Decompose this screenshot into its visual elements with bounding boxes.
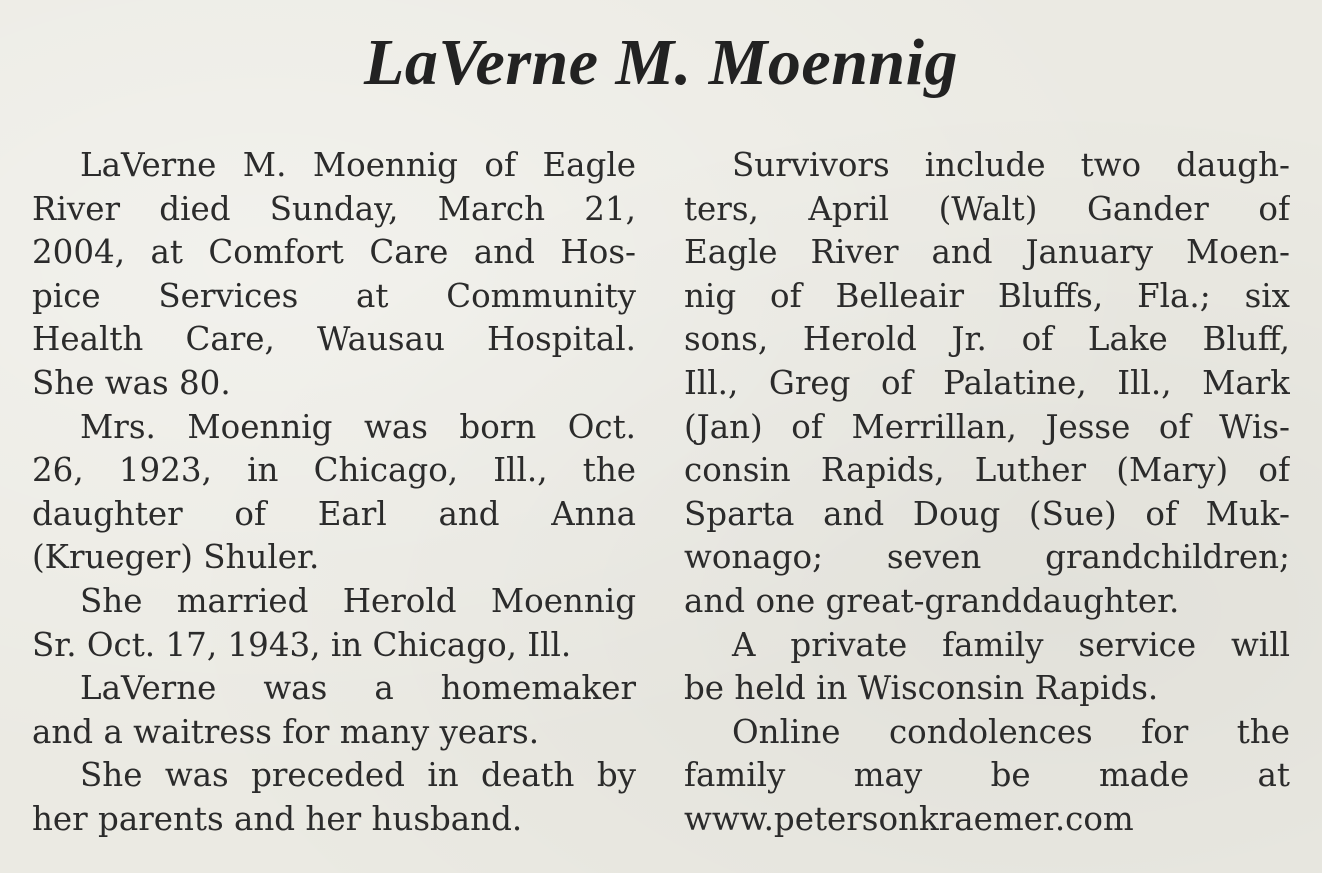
text-line: her parents and her husband. — [32, 799, 523, 838]
text-line: and one great-granddaughter. — [684, 581, 1180, 620]
text-line: ters, April (Walt) Gander of — [684, 189, 1290, 228]
text-line: Sparta and Doug (Sue) of Muk- — [684, 494, 1290, 533]
text-line: 26, 1923, in Chicago, Ill., the — [32, 451, 636, 490]
text-line: consin Rapids, Luther (Mary) of — [684, 451, 1290, 490]
text-line: A private family service will — [732, 625, 1290, 664]
text-line: Ill., Greg of Palatine, Ill., Mark — [684, 363, 1290, 402]
obituary-headline: LaVerne M. Moennig — [364, 26, 958, 99]
text-line: Mrs. Moennig was born Oct. — [80, 407, 636, 446]
text-line: LaVerne M. Moennig of Eagle — [80, 146, 636, 184]
text-line: sons, Herold Jr. of Lake Bluff, — [684, 320, 1290, 359]
obituary-column-right — [684, 144, 1290, 842]
text-line: wonago; seven grandchildren; — [684, 538, 1290, 577]
text-line: River died Sunday, March 21, — [32, 189, 636, 228]
text-line: Eagle River and January Moen- — [684, 233, 1290, 272]
text-line: She was 80. — [32, 363, 231, 402]
text-line: (Jan) of Merrillan, Jesse of Wis- — [684, 407, 1290, 446]
text-line: family may be made at — [684, 756, 1290, 795]
text-line: Online condolences for the — [732, 712, 1290, 751]
text-line: She married Herold Moennig — [80, 581, 636, 620]
text-line: Survivors include two daugh- — [732, 146, 1290, 184]
text-line: nig of Belleair Bluffs, Fla.; six — [684, 276, 1290, 315]
text-line: She was preceded in death by — [80, 756, 636, 795]
text-line: www.petersonkraemer.com — [684, 799, 1134, 838]
text-line: 2004, at Comfort Care and Hos- — [32, 233, 636, 272]
text-line: Sr. Oct. 17, 1943, in Chicago, Ill. — [32, 625, 572, 664]
text-line: LaVerne was a homemaker — [80, 669, 636, 708]
text-line: (Krueger) Shuler. — [32, 538, 320, 577]
text-line: Health Care, Wausau Hospital. — [32, 320, 636, 359]
obituary-column-left — [32, 144, 636, 842]
text-line: pice Services at Community — [32, 276, 636, 315]
text-line: and a waitress for many years. — [32, 712, 540, 751]
text-line: be held in Wisconsin Rapids. — [684, 669, 1159, 708]
text-line: daughter of Earl and Anna — [32, 494, 636, 533]
